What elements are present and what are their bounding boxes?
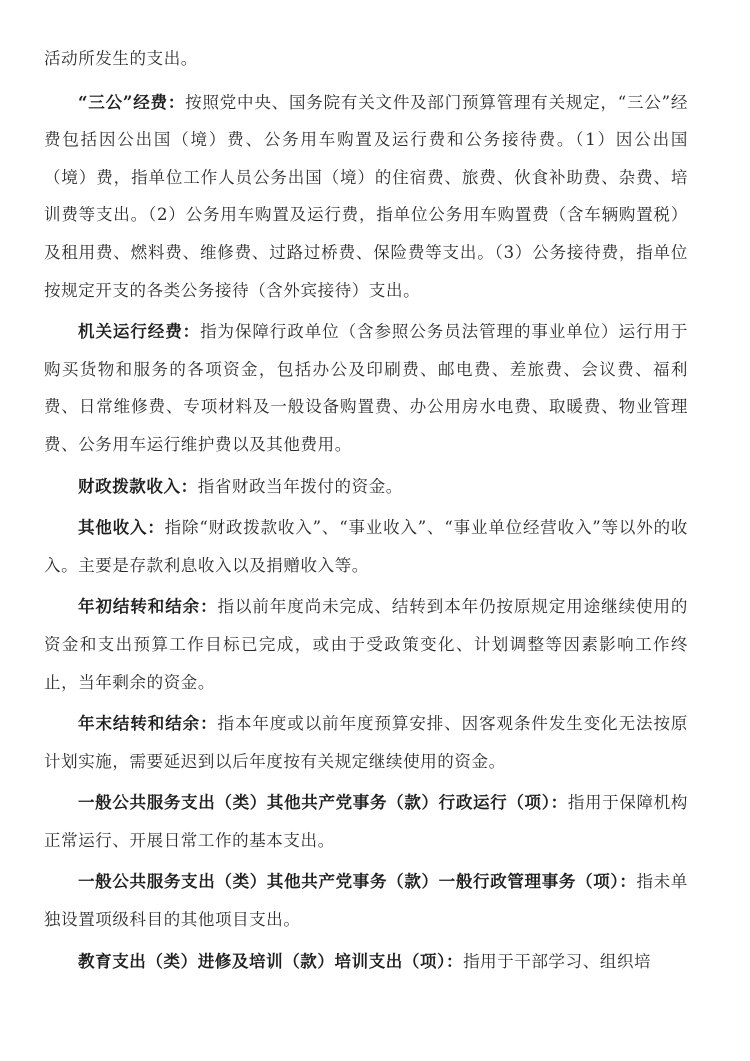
paragraph-text: 指用于干部学习、组织培 (463, 951, 652, 971)
paragraph-agency-operating-funds (44, 313, 688, 463)
paragraph-text: 指省财政当年拨付的资金。 (197, 476, 403, 496)
term-agency-operating: 机关运行经费： (78, 322, 201, 342)
term-training-expenditure: 教育支出（类）进修及培训（款）培训支出（项）： (78, 951, 464, 971)
paragraph-text: 指用于保障机构正常运行、开展日常工作的基本支出。 (44, 793, 688, 850)
term-general-admin-affairs: 一般公共服务支出（类）其他共产党事务（款）一般行政管理事务（项）： (78, 872, 637, 892)
paragraph-admin-operation (44, 784, 688, 859)
paragraph-text: 指除“财政拨款收入”、“事业收入”、“事业单位经营收入”等以外的收入。主要是存款利息收入以及捐赠收入等。 (44, 518, 689, 575)
paragraph-sangong-expenses (44, 84, 688, 310)
term-opening-carryover: 年初结转和结余： (78, 597, 218, 617)
paragraph-general-admin-affairs (44, 863, 688, 938)
paragraph-closing-carryover (44, 705, 688, 780)
term-admin-operation: 一般公共服务支出（类）其他共产党事务（款）行政运行（项）： (78, 793, 568, 813)
term-fiscal-appropriation: 财政拨款收入： (78, 476, 198, 496)
paragraph-training-expenditure (44, 943, 688, 981)
paragraph-continuation (44, 40, 688, 78)
paragraph-text: 指为保障行政单位（含参照公务员法管理的事业单位）运行用于购买货物和服务的各项资金，包括办公及印刷费、邮电费、差旅费、会议费、福利费、日常维修费、专项材料及一般设备购置费、办公用房水电费、取暖费、物业管理费、公务用车运行维护费以及其他费用。 (44, 322, 688, 454)
paragraph-text: 活动所发生的支出。 (44, 49, 198, 68)
term-sangong: “三公”经费： (78, 92, 186, 112)
paragraph-fiscal-appropriation (44, 468, 688, 506)
paragraph-text: 指未单独设置项级科目的其他项目支出。 (44, 872, 688, 930)
paragraph-text: 指以前年度尚未完成、结转到本年仍按原规定用途继续使用的资金和支出预算工作目标已完成，或由于受政策变化、计划调整等因素影响工作终止，当年剩余的资金。 (44, 597, 688, 692)
paragraph-text: 按照党中央、国务院有关文件及部门预算管理有关规定，“三公”经费包括因公出国（境）费、公务用车购置及运行费和公务接待费。（1）因公出国（境）费，指单位工作人员公务出国（境）的住宿费、旅费、伙食补助费、杂费、培训费等支出。（2）公务用车购置及运行费，指单位公务用车购置费（含车辆购置税）及租用费、燃料费、维修费、过路过桥费、保险费等支出。（3）公务接待费，指单位按规定开支的各类公务接待（含外宾接待）支出。 (44, 92, 689, 300)
paragraph-text: 指本年度或以前年度预算安排、因客观条件发生变化无法按原计划实施，需要延迟到以后年度按有关规定继续使用的资金。 (44, 714, 688, 771)
term-closing-carryover: 年末结转和结余： (78, 714, 218, 734)
paragraph-opening-carryover (44, 588, 688, 701)
term-other-income: 其他收入： (78, 518, 165, 538)
paragraph-other-income (44, 509, 688, 584)
